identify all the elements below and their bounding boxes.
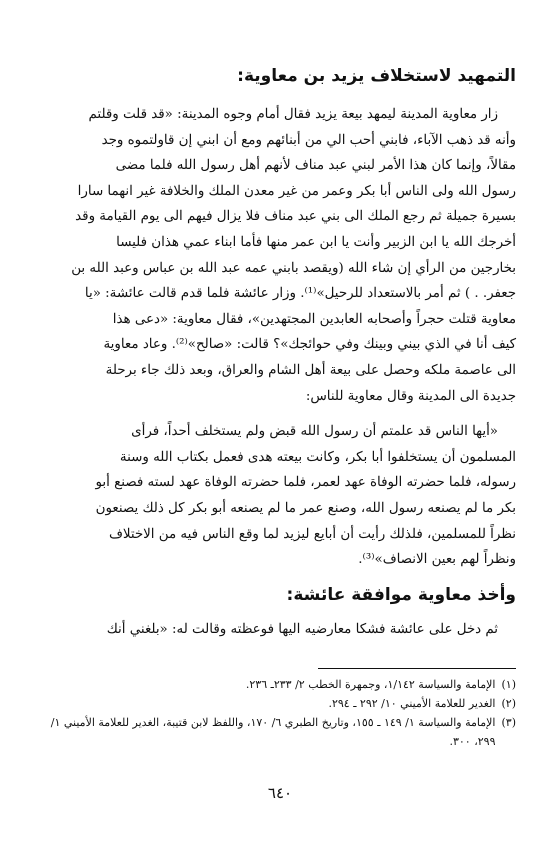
text-line: نظراً للمسلمين، فلذلك رأيت أن أبايع ليزيد لما وقع الناس فيه من الاختلاف: [108, 526, 516, 542]
text-line: جديدة الى المدينة وقال معاوية للناس:: [305, 388, 516, 404]
text-line: معاوية قتلت حجراً وأصحابه العابدين المجتهدين»، فقال معاوية: «دعى هذا: [112, 311, 516, 327]
paragraph-aisha-visit: [44, 617, 516, 643]
paragraph-muawiya-speech: [44, 419, 516, 573]
text-line: «أيها الناس قد علمتم أن رسول الله قبض ولم يستخلف أحداً، فرأى: [131, 424, 498, 440]
text-line: الى عاصمة ملكه وحصل على بيعة أهل الشام والعراق، وبعد ذلك جاء برحلة: [105, 362, 516, 378]
footnote-text: الغدير للعلامة الأميني ١٠/ ٢٩٢ ـ ٢٩٤.: [328, 697, 496, 711]
text-line: رسوله، فلما حضرته الوفاة عهد لعمر، فلما حضرته الوفاة عهد لسته فصنع أبو: [95, 475, 516, 491]
text-line: ونظراً لهم بعين الانصاف»⁽³⁾.: [358, 552, 516, 568]
footnote-item: [44, 713, 516, 751]
page-number: ٦٤٠: [267, 784, 293, 802]
paragraph-visit-medina: [44, 102, 516, 409]
text-line: ثم دخل على عائشة فشكا معارضيه اليها فوعظته وقالت له: «بلغني أنك: [106, 621, 498, 637]
footnote-item: [44, 675, 516, 694]
section-heading-aisha-approval: وأخذ معاوية موافقة عائشة:: [286, 584, 516, 605]
footnotes: [44, 675, 516, 751]
footnote-number: (١): [501, 678, 516, 692]
section-heading-succession: التمهيد لاستخلاف يزيد بن معاوية:: [237, 66, 516, 86]
footnote-item: [44, 694, 516, 713]
text-line: أخرجك الله يا ابن الزبير وأنت يا ابن عمر منها فأما ابناء عمي هذان فليسا: [116, 234, 516, 250]
footnote-number: (٢): [501, 697, 516, 711]
text-line: كيف أنا في الذي بيني وبينك وفي حوائجك»؟ قالت: «صالح»⁽²⁾. وعاد معاوية: [103, 337, 516, 353]
paragraph-spacer: [44, 409, 516, 419]
text-line: زار معاوية المدينة ليمهد بيعة يزيد فقال أمام وجوه المدينة: «قد قلت وقلتم: [88, 107, 498, 122]
text-line: رسول الله ولى الناس أبا بكر وعمر من غير معدن الملك والخلافة غير انهما سارا: [77, 183, 516, 199]
text-line: جعفر. . ) ثم أمر بالاستعداد للرحيل»⁽¹⁾. وزار عائشة فلما قدم قالت عائشة: «يا: [84, 286, 516, 302]
footnote-divider: [318, 668, 516, 669]
footnote-number: (٣): [501, 716, 516, 730]
text-line: بكر ما لم يصنعه رسول الله، وصنع عمر ما لم يصنعه أبو بكر كل ذلك يصنعون: [95, 500, 516, 516]
footnote-text: الإمامة والسياسة ١/ ١٤٩ ـ ١٥٥، وتاريخ الطبري ٦/ ١٧٠، واللفظ لابن قتيبة، الغدير للعلامة الأميني ١/ ٢٩٩، ٣٠٠.: [50, 716, 496, 749]
text-line: بخارجين من الرأي إن شاء الله (ويقصد بابني عمه عبد الله بن عباس وعبد الله بن: [71, 260, 516, 276]
footnote-text: الإمامة والسياسة ١/١٤٢، وجمهرة الخطب ٢/ ٢٣٣ـ ٢٣٦.: [245, 678, 496, 692]
text-line: وأنه قد ذهب الآباء، فابني أحب الي من أبنائهم ومع أن ابني إن قاولتموه وجد: [101, 132, 516, 148]
text-line: بسيرة جميلة ثم رجع الملك الى بني عبد مناف فلا يزال فيهم الى يوم القيامة وقد: [75, 209, 516, 225]
text-line: المسلمون أن يستخلفوا أبا بكر، وكانت بيعته هدى فعمل بكتاب الله وسنة: [119, 449, 516, 465]
text-line: مقالاً، وإنما كان هذا الأمر لبني عبد مناف لأنهم أهل رسول الله فلما مضى: [115, 158, 516, 174]
